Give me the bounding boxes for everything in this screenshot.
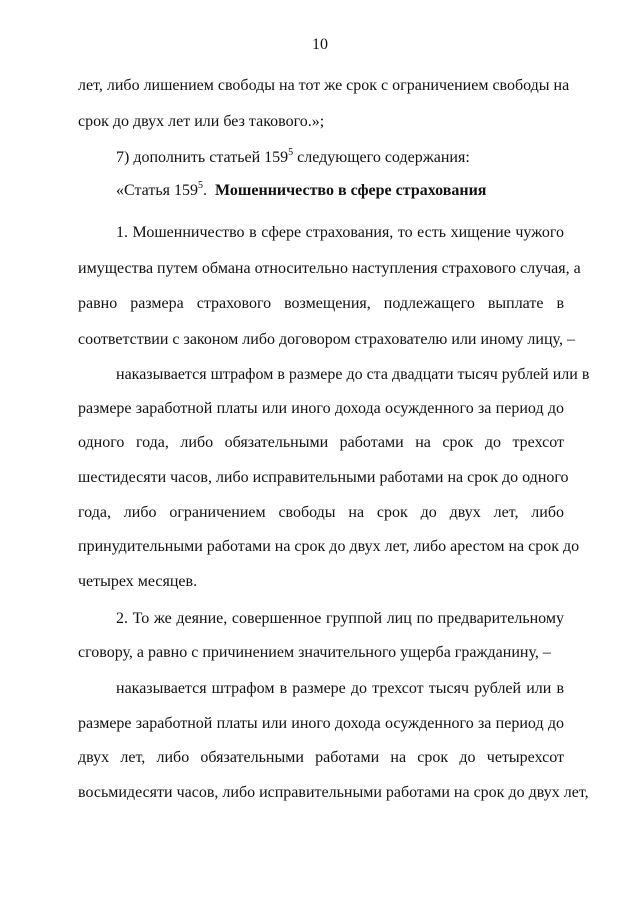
superscript: 5: [197, 180, 203, 191]
article-dot: .: [202, 182, 207, 199]
paragraph-line: лет, либо лишением свободы на тот же срок с ограничением свободы на: [78, 77, 570, 94]
paragraph-line: наказывается штрафом в размере до ста двадцати тысяч рублей или в: [116, 366, 590, 383]
superscript: 5: [288, 147, 294, 158]
amendment-text-suffix: следующего содержания:: [293, 149, 470, 166]
paragraph-line: наказывается штрафом в размере до трехсот тысяч рублей или в: [116, 680, 564, 697]
article-title: Мошенничество в сфере страхования: [214, 182, 487, 199]
paragraph-line: восьмидесяти часов, либо исправительными работами на срок до двух лет,: [78, 784, 589, 801]
article-number: «Статья 159: [116, 182, 198, 199]
paragraph-line: срок до двух лет или без такового.»;: [78, 113, 325, 130]
paragraph-line: четырех месяцев.: [78, 573, 198, 590]
amendment-text: 7) дополнить статьей 159: [116, 149, 289, 166]
paragraph-line: 2. То же деяние, совершенное группой лиц по предварительному: [116, 610, 564, 627]
paragraph-line: шестидесяти часов, либо исправительными работами на срок до одного: [78, 469, 569, 486]
article-heading: [116, 181, 486, 201]
paragraph-line: размере заработной платы или иного дохода осужденного за период до: [78, 715, 564, 732]
paragraph-line: принудительными работами на срок до двух лет, либо арестом на срок до: [78, 538, 580, 555]
paragraph-line: соответствии с законом либо договором страхователю или иному лицу, –: [78, 331, 575, 348]
paragraph-line: [116, 148, 470, 168]
page-number: 10: [312, 36, 328, 53]
paragraph-line: имущества путем обмана относительно наступления страхового случая, а: [78, 260, 581, 277]
paragraph-line: года, либо ограничением свободы на срок до двух лет, либо: [78, 504, 564, 521]
paragraph-line: двух лет, либо обязательными работами на срок до четырехсот: [78, 749, 564, 766]
paragraph-line: сговору, а равно с причинением значительного ущерба гражданину, –: [78, 644, 551, 661]
paragraph-line: 1. Мошенничество в сфере страхования, то есть хищение чужого: [116, 224, 564, 241]
paragraph-line: одного года, либо обязательными работами на срок до трехсот: [78, 434, 564, 451]
paragraph-line: равно размера страхового возмещения, подлежащего выплате в: [78, 295, 564, 312]
paragraph-line: размере заработной платы или иного дохода осужденного за период до: [78, 400, 564, 417]
